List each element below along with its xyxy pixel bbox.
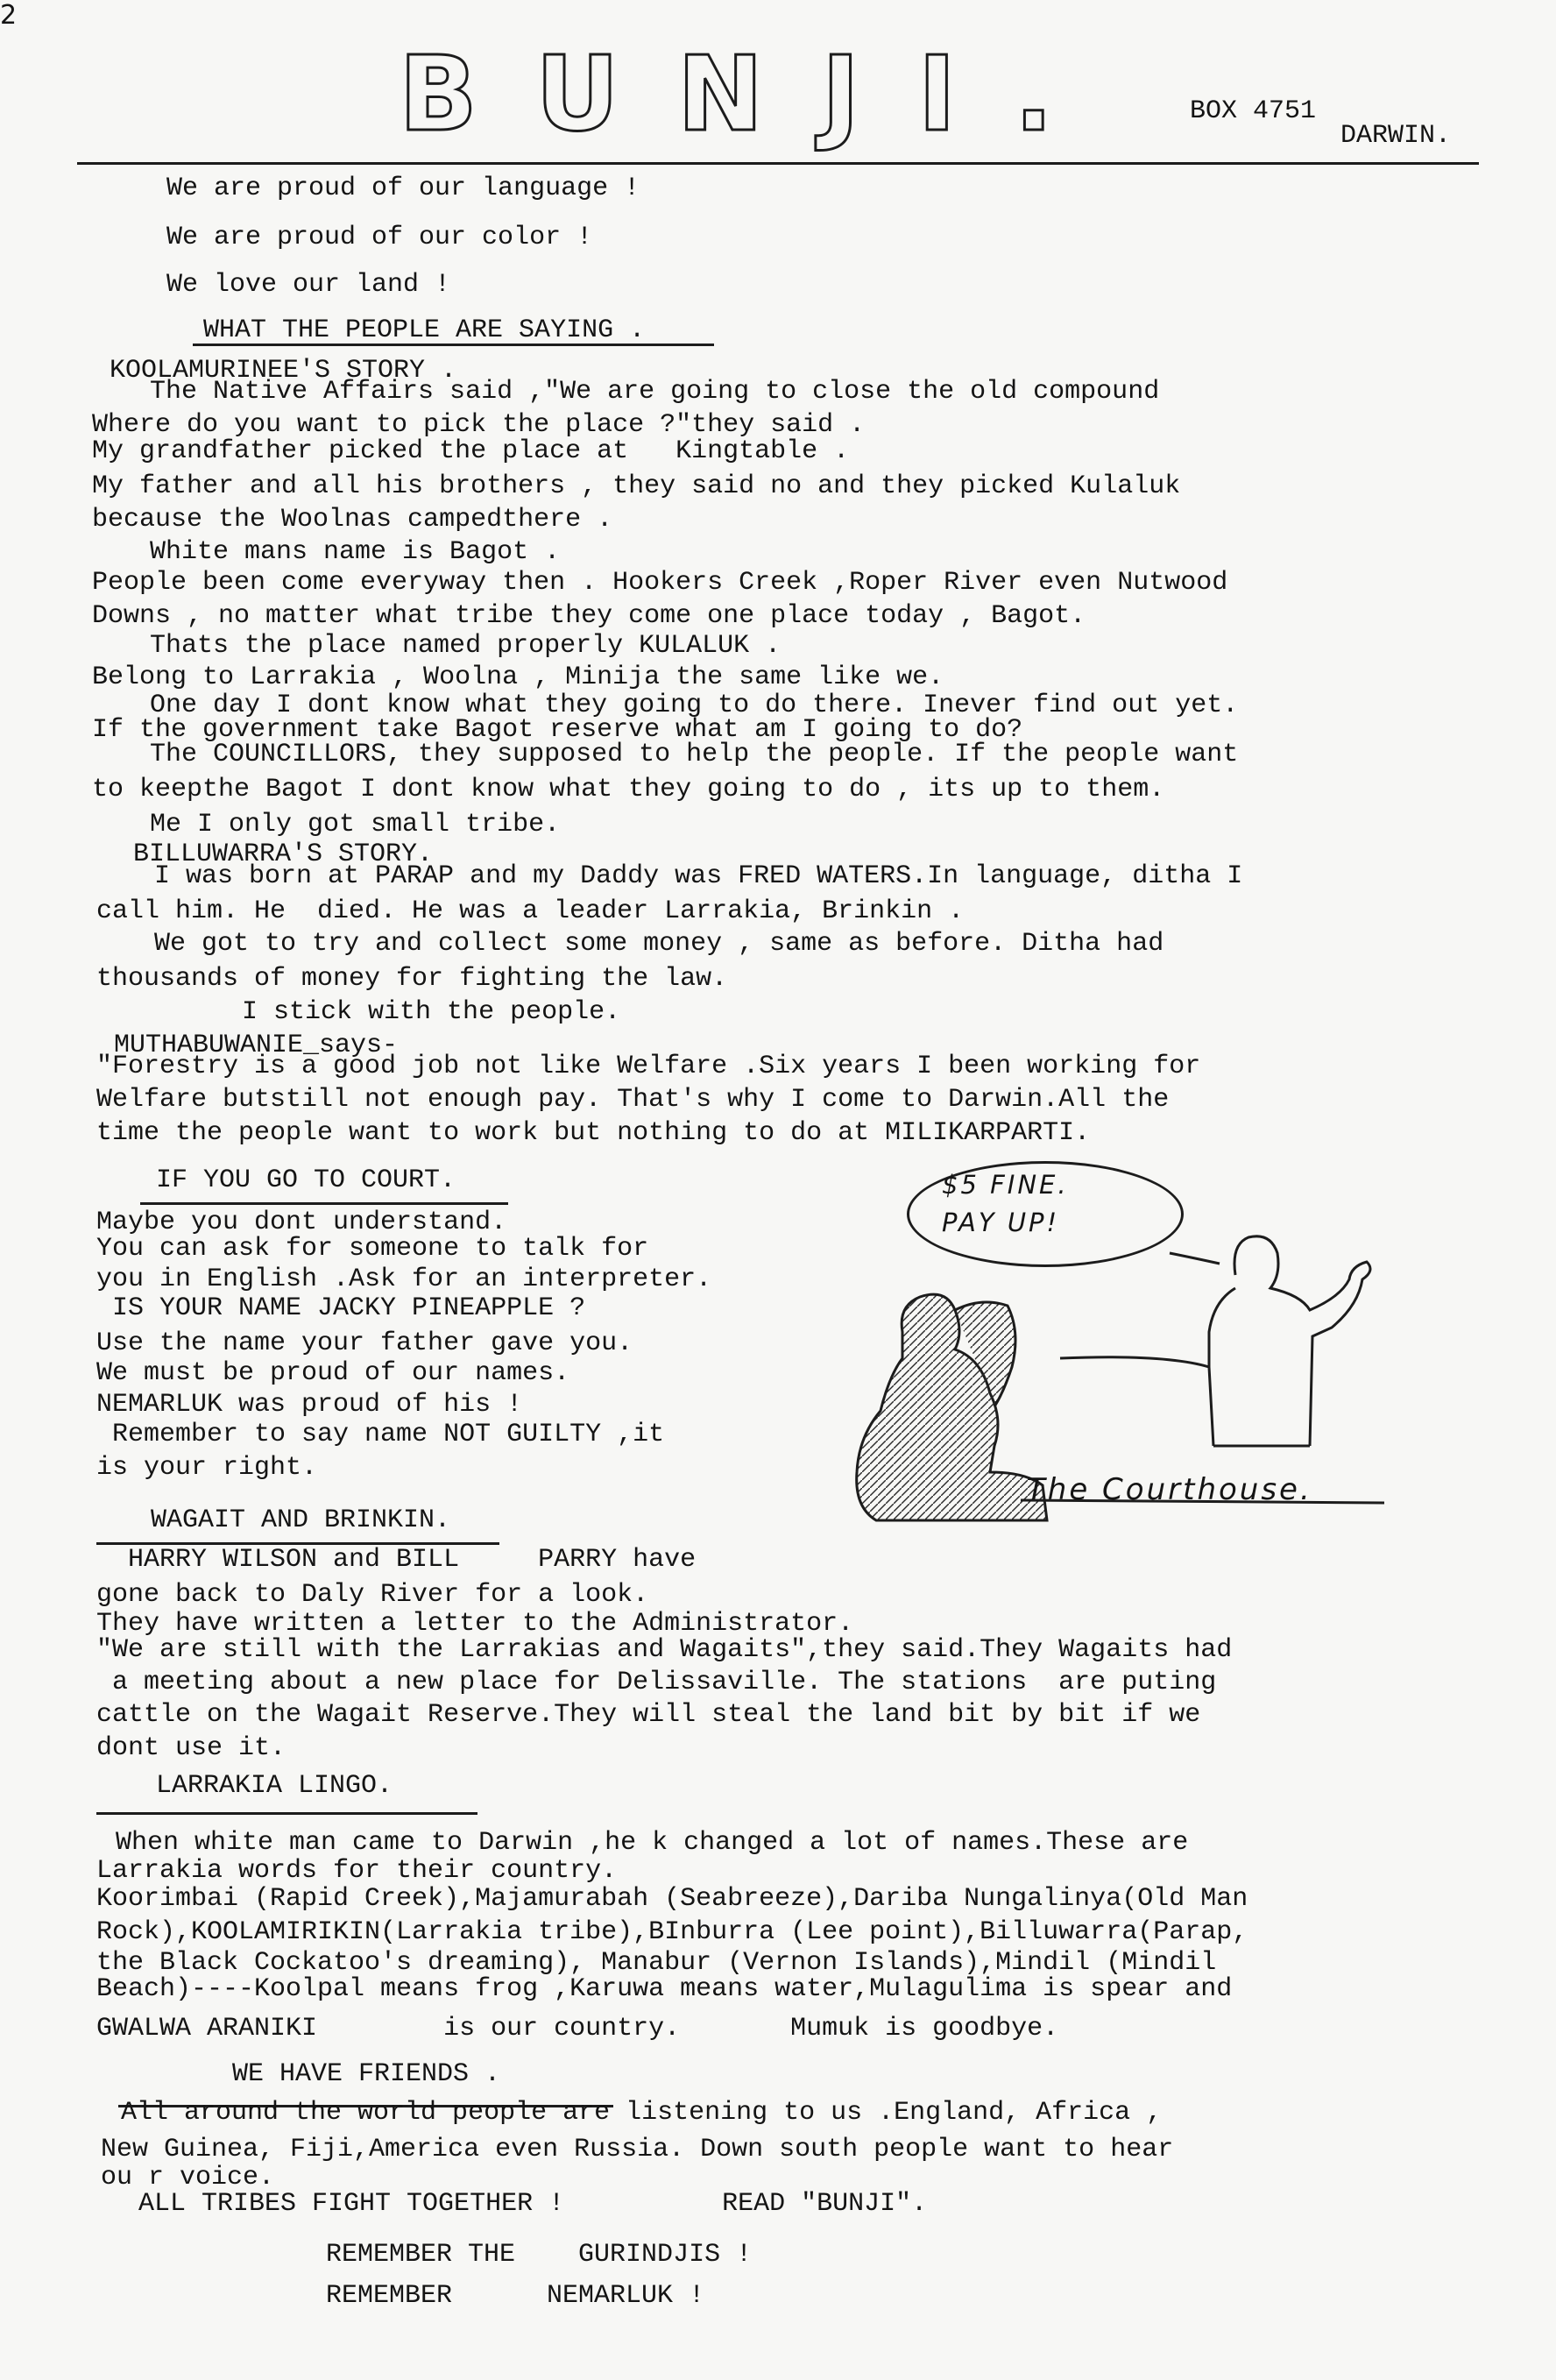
- wagait-line: "We are still with the Larrakias and Wagaits",they said.They Wagaits had: [96, 1635, 1233, 1665]
- closing-line: REMEMBER NEMARLUK !: [326, 2281, 705, 2311]
- story-line: to keepthe Bagot I dont know what they going to do , its up to them.: [92, 775, 1165, 804]
- court-line: We must be proud of our names.: [96, 1358, 570, 1388]
- standing-figure: [1060, 1236, 1370, 1446]
- bubble-text-payup: PAY UP!: [942, 1208, 1060, 1237]
- section-heading: WHAT THE PEOPLE ARE SAYING .: [203, 315, 646, 345]
- story-line: "Forestry is a good job not like Welfare .Six years I been working for: [96, 1052, 1201, 1081]
- wagait-line: They have written a letter to the Administrator.: [96, 1609, 854, 1639]
- wagait-line: dont use it.: [96, 1733, 286, 1763]
- court-heading: IF YOU GO TO COURT.: [156, 1165, 456, 1195]
- court-line: you in English .Ask for an interpreter.: [96, 1264, 712, 1294]
- story-line: time the people want to work but nothing to do at MILIKARPARTI.: [96, 1118, 1091, 1148]
- wagait-line: a meeting about a new place for Delissaville. The stations are puting: [96, 1668, 1217, 1697]
- cartoon-caption: The Courthouse.: [1027, 1472, 1312, 1507]
- court-line: Use the name your father gave you.: [96, 1328, 633, 1358]
- story-line: because the Woolnas campedthere .: [92, 505, 613, 535]
- lingo-heading: LARRAKIA LINGO.: [156, 1771, 393, 1801]
- court-line: IS YOUR NAME JACKY PINEAPPLE ?: [96, 1293, 586, 1323]
- friends-heading: WE HAVE FRIENDS .: [232, 2059, 501, 2089]
- wagait-heading: WAGAIT AND BRINKIN.: [151, 1505, 451, 1535]
- court-line: Maybe you dont understand.: [96, 1208, 507, 1237]
- story-title: MUTHABUWANIE_says-: [114, 1031, 399, 1060]
- heading-underline: [140, 1202, 508, 1205]
- story-line: If the government take Bagot reserve what am I going to do?: [92, 715, 1023, 745]
- lingo-line: the Black Cockatoo's dreaming), Manabur (Vernon Islands),Mindil (Mindil: [96, 1948, 1217, 1978]
- story-line: Where do you want to pick the place ?"they said .: [92, 410, 866, 440]
- story-line: The COUNCILLORS, they supposed to help the people. If the people want: [118, 740, 1239, 769]
- box-address: BOX 4751: [1190, 96, 1317, 126]
- court-line: Remember to say name NOT GUILTY ,it: [96, 1420, 665, 1449]
- story-line: I was born at PARAP and my Daddy was FRED WATERS.In language, ditha I: [123, 861, 1243, 891]
- lingo-line: Larrakia words for their country.: [96, 1856, 618, 1886]
- story-line: thousands of money for fighting the law.: [96, 964, 728, 994]
- intro-line: We are proud of our language !: [166, 174, 640, 203]
- story-line: The Native Affairs said ,"We are going to close the old compound: [118, 377, 1160, 407]
- masthead-rule: [77, 162, 1479, 165]
- court-line: You can ask for someone to talk for: [96, 1234, 649, 1264]
- story-title: BILLUWARRA'S STORY.: [133, 839, 434, 869]
- seated-figure: [857, 1294, 1047, 1520]
- story-line: We got to try and collect some money , same as before. Ditha had: [123, 929, 1164, 959]
- masthead-title: BUNJI.: [399, 33, 1112, 154]
- story-line: Me I only got small tribe.: [118, 810, 561, 839]
- story-line: Belong to Larrakia , Woolna , Minija the same like we.: [92, 662, 944, 692]
- story-title: KOOLAMURINEE'S STORY .: [110, 356, 457, 386]
- story-line: My grandfather picked the place at Kingtable .: [92, 436, 850, 466]
- page-number: 2: [0, 0, 18, 31]
- friends-line: ou r voice.: [101, 2163, 275, 2192]
- friends-line: All around the world people are listening to us .England, Africa ,: [121, 2098, 1163, 2128]
- story-line: My father and all his brothers , they said no and they picked Kulaluk: [92, 471, 1181, 501]
- intro-line: We are proud of our color !: [166, 223, 593, 252]
- story-line: I stick with the people.: [131, 997, 621, 1027]
- city-label: DARWIN.: [1340, 121, 1452, 151]
- lingo-line: Koorimbai (Rapid Creek),Majamurabah (Seabreeze),Dariba Nungalinya(Old Man: [96, 1884, 1248, 1914]
- closing-line: REMEMBER THE GURINDJIS !: [326, 2240, 753, 2270]
- bubble-text-fine: $5 FINE.: [942, 1170, 1069, 1200]
- story-line: Welfare butstill not enough pay. That's why I come to Darwin.All the: [96, 1085, 1170, 1115]
- friends-line: ALL TRIBES FIGHT TOGETHER ! READ "BUNJI".: [123, 2189, 928, 2219]
- friends-line: New Guinea, Fiji,America even Russia. Down south people want to hear: [101, 2135, 1174, 2164]
- wagait-line: cattle on the Wagait Reserve.They will steal the land bit by bit if we: [96, 1700, 1201, 1730]
- lingo-line: Rock),KOOLAMIRIKIN(Larrakia tribe),BInburra (Lee point),Billuwarra(Parap,: [96, 1917, 1248, 1947]
- wagait-line: HARRY WILSON and BILL PARRY have: [96, 1545, 697, 1575]
- court-line: is your right.: [96, 1453, 318, 1483]
- heading-underline: [193, 344, 714, 346]
- court-line: NEMARLUK was proud of his !: [96, 1390, 523, 1420]
- bubble-tail: [1170, 1253, 1220, 1264]
- story-line: People been come everyway then . Hookers Creek ,Roper River even Nutwood: [92, 568, 1228, 598]
- story-line: White mans name is Bagot .: [118, 537, 561, 567]
- story-line: Thats the place named properly KULALUK .: [118, 631, 782, 661]
- story-line: call him. He died. He was a leader Larrakia, Brinkin .: [96, 896, 965, 926]
- story-line: One day I dont know what they going to do there. Inever find out yet.: [118, 691, 1239, 720]
- lingo-line: GWALWA ARANIKI is our country. Mumuk is goodbye.: [96, 2014, 1059, 2044]
- heading-underline: [96, 1812, 477, 1815]
- intro-line: We love our land !: [166, 270, 451, 300]
- wagait-line: gone back to Daly River for a look.: [96, 1580, 649, 1610]
- story-line: Downs , no matter what tribe they come one place today , Bagot.: [92, 601, 1086, 631]
- lingo-line: When white man came to Darwin ,he k changed a lot of names.These are: [116, 1828, 1189, 1858]
- lingo-line: Beach)----Koolpal means frog ,Karuwa means water,Mulagulima is spear and: [96, 1974, 1233, 2004]
